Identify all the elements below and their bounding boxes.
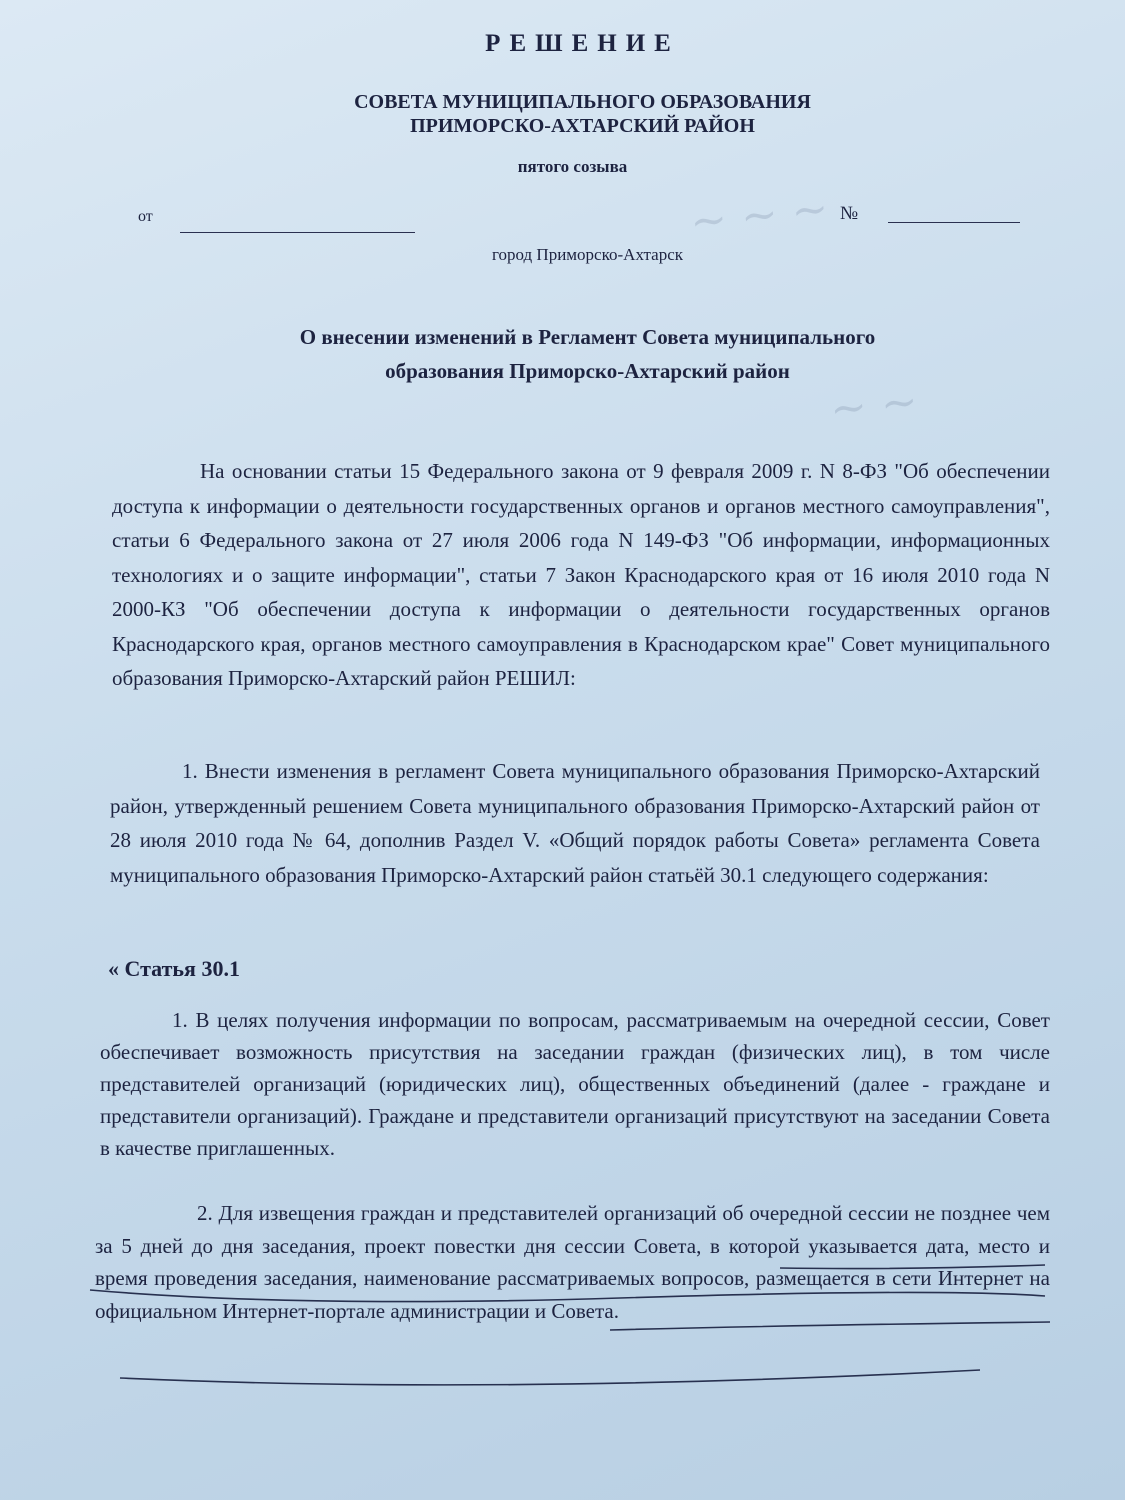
item-1-paragraph: 1. Внести изменения в регламент Совета муниципального образования Приморско-Ахтарский район, утвержденный решением Совета муниципального образования Приморско-Ахтарский район от 28 июля 2010 года № 64, дополнив Раздел V. «Общий порядок работы Совета» регламента Совета муниципального образования Приморско-Ахтарский район статьёй 30.1 следующего содержания: [110, 759, 1040, 887]
document-title-line2: образования Приморско-Ахтарский район [385, 359, 790, 383]
issuing-body-line2: ПРИМОРСКО-АХТАРСКИЙ РАЙОН [410, 115, 755, 137]
preamble-paragraph: На основании статьи 15 Федерального закона от 9 февраля 2009 г. N 8-ФЗ "Об обеспечении доступа к информации о деятельности государственных органов и органов местного самоуправления", статьи 6 Федерального закона от 27 июля 2006 года N 149-ФЗ "Об информации, информационных технологиях и о защите информации", статьи 7 Закон Краснодарского края от 16 июля 2010 года N 2000-КЗ "Об обеспечении доступа к информации о деятельности государственных органов Краснодарского края, органов местного самоуправления в Краснодарском крае" Совет муниципального образования Приморско-Ахтарский район РЕШИЛ: [112, 459, 1050, 690]
city: город Приморско-Ахтарск [491, 245, 684, 264]
date-label: от [138, 208, 153, 225]
article-point-2: 2. Для извещения граждан и представителей организаций об очередной сессии не позднее чем за 5 дней до дня заседания, проект повестки дня сессии Совета, в которой указывается дата, место и время проведения заседания, наименование рассматриваемых вопросов, размещается в сети Интернет на официальном Интернет-портале администрации и Совета. [95, 1201, 1050, 1323]
issuing-body-line1: СОВЕТА МУНИЦИПАЛЬНОГО ОБРАЗОВАНИЯ [354, 91, 811, 113]
show-through-handwriting: ~ ~ [827, 375, 921, 436]
document-type-heading: РЕШЕНИЕ [485, 30, 680, 57]
convocation: пятого созыва [517, 157, 628, 176]
document-title-line1: О внесении изменений в Регламент Совета муниципального [299, 325, 876, 349]
article-point-1: 1. В целях получения информации по вопросам, рассматриваемым на очередной сессии, Совет обеспечивает возможность присутствия на заседании граждан (физических лиц), в том числе представителей организаций (юридических лиц), общественных объединений (далее - граждане и представители организаций). Граждане и представители организаций присутствуют на заседании Совета в качестве приглашенных. [100, 1008, 1050, 1160]
number-label: № [840, 203, 859, 224]
article-heading: « Статья 30.1 [108, 956, 240, 981]
show-through-handwriting: ~ ~ ~ [687, 182, 831, 249]
